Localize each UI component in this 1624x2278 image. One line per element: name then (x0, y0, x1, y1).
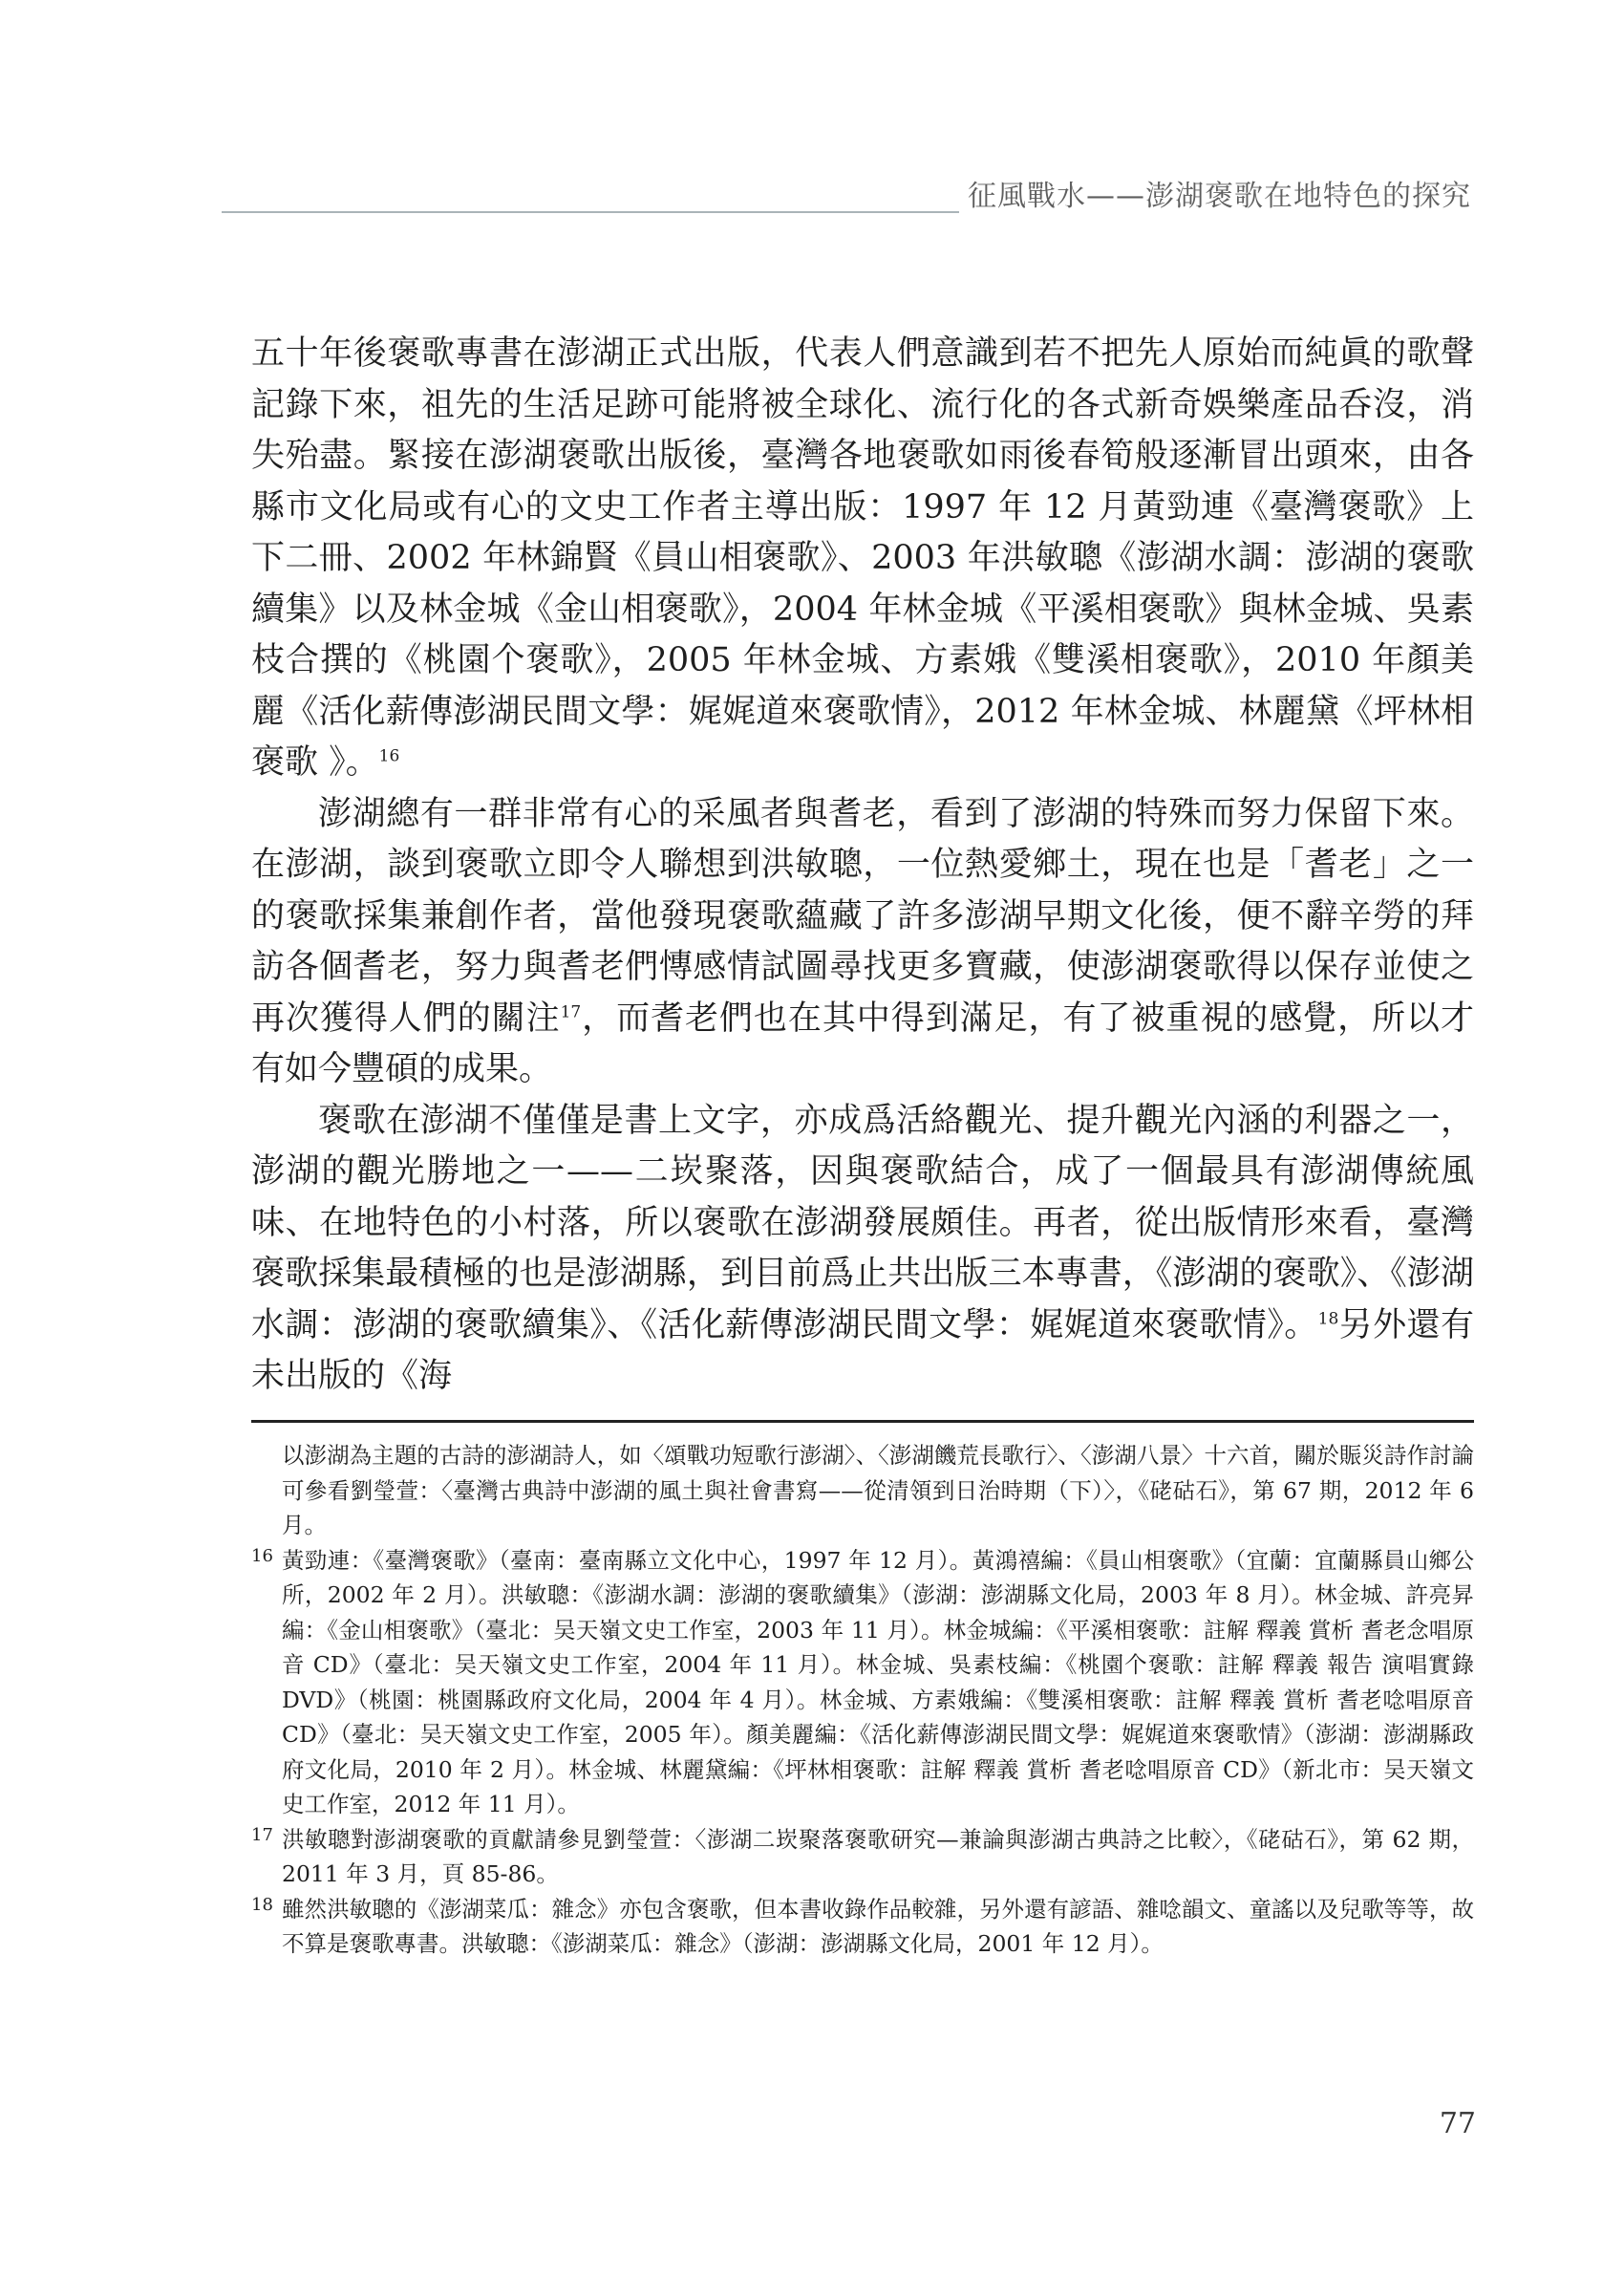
footnote-rule (251, 1420, 1474, 1423)
footnote-text: 以澎湖為主題的古詩的澎湖詩人，如〈頌戰功短歌行澎湖〉、〈澎湖饑荒長歌行〉、〈澎湖八景〉十六首，關於賑災詩作討論可參看劉瑩萱：〈臺灣古典詩中澎湖的風土與社會書寫——從清領到日治時期（下）〉，《硓𥑮石》，第 67 期，2012 年 6 月。 (282, 1442, 1474, 1538)
paragraph (251, 789, 1474, 1096)
footnote-ref: 16 (378, 746, 400, 766)
footnote-ref: 17 (560, 1001, 582, 1021)
footnote-ref: 18 (1317, 1308, 1339, 1328)
paragraph (251, 1096, 1474, 1403)
footnote-text: 洪敏聰對澎湖褒歌的貢獻請參見劉瑩萱：〈澎湖二崁聚落褒歌研究—兼論與澎湖古典詩之比較〉，《硓𥑮石》，第 62 期，2011 年 3 月，頁 85-86。 (282, 1825, 1474, 1887)
page-number: 77 (1439, 2107, 1476, 2140)
footnote (251, 1892, 1474, 1962)
body-text (251, 329, 1474, 1403)
footnote-text: 雖然洪敏聰的《澎湖菜瓜：雜念》亦包含褒歌，但本書收錄作品較雜，另外還有諺語、雜唸韻文、童謠以及兒歌等等，故不算是褒歌專書。洪敏聰：《澎湖菜瓜：雜念》（澎湖：澎湖縣文化局，2001 年 12 月）。 (282, 1895, 1474, 1957)
paragraph-text: 褒歌在澎湖不僅僅是書上文字，亦成爲活絡觀光、提升觀光內涵的利器之一，澎湖的觀光勝地之一——二崁聚落，因與褒歌結合，成了一個最具有澎湖傳統風味、在地特色的小村落，所以褒歌在澎湖發展頗佳。再者，從出版情形來看，臺灣褒歌採集最積極的也是澎湖縣，到目前爲止共出版三本專書，《澎湖的褒歌》、《澎湖水調：澎湖的褒歌續集》、《活化薪傳澎湖民間文學：娓娓道來褒歌情》。 (251, 1101, 1474, 1344)
paragraph-text: 五十年後褒歌專書在澎湖正式出版，代表人們意識到若不把先人原始而純眞的歌聲記錄下來，祖先的生活足跡可能將被全球化、流行化的各式新奇娛樂產品呑沒，消失殆盡。緊接在澎湖褒歌出版後，臺灣各地褒歌如雨後春筍般逐漸冒出頭來，由各縣市文化局或有心的文史工作者主導出版：1997 年 12 月黃勁連《臺灣褒歌》上下二冊、2002 年林錦賢《員山相褒歌》、2003 年洪敏聰《澎湖水調：澎湖的褒歌續集》以及林金城《金山相褒歌》，2004 年林金城《平溪相褒歌》與林金城、吳素枝合撰的《桃園个褒歌》，2005 年林金城、方素娥《雙溪相褒歌》，2010 年顏美麗《活化薪傳澎湖民間文學：娓娓道來褒歌情》，2012 年林金城、林麗黛《坪林相褒歌 》。 (251, 334, 1474, 782)
footnote-text: 黃勁連：《臺灣褒歌》（臺南：臺南縣立文化中心，1997 年 12 月）。黃鴻禧編：《員山相褒歌》（宜蘭：宜蘭縣員山鄉公所，2002 年 2 月）。洪敏聰：《澎湖水調：澎湖的褒歌續集》（澎湖：澎湖縣文化局，2003 年 8 月）。林金城、許亮昇編：《金山相褒歌》（臺北：吴天嶺文史工作室，2003 年 11 月）。林金城編：《平溪相褒歌：註解 釋義 賞析 耆老念唱原音 CD》（臺北：吴天嶺文史工作室，2004 年 11 月）。林金城、吳素枝編：《桃園个褒歌：註解 釋義 報告 演唱實錄 DVD》（桃園：桃園縣政府文化局，2004 年 4 月）。林金城、方素娥編：《雙溪相褒歌：註解 釋義 賞析 耆老唸唱原音 CD》（臺北：吴天嶺文史工作室，2005 年）。顏美麗編：《活化薪傳澎湖民間文學：娓娓道來褒歌情》（澎湖：澎湖縣政府文化局，2010 年 2 月）。林金城、林麗黛編：《坪林相褒歌：註解 釋義 賞析 耆老唸唱原音 CD》（新北市：吴天嶺文史工作室，2012 年 11 月）。 (282, 1546, 1474, 1817)
footnote-number: 18 (251, 1894, 273, 1915)
footnote-number: 17 (251, 1824, 273, 1845)
footnote (251, 1438, 1474, 1543)
footnote (251, 1822, 1474, 1892)
footnotes (251, 1438, 1474, 1962)
header-rule (222, 211, 959, 213)
footnote-number: 16 (251, 1545, 273, 1566)
running-head: 征風戰水——澎湖褒歌在地特色的探究 (968, 180, 1471, 213)
paragraph-text: 澎湖總有一群非常有心的采風者與耆老，看到了澎湖的特殊而努力保留下來。在澎湖，談到褒歌立即令人聯想到洪敏聰，一位熱愛鄉土，現在也是「耆老」之一的褒歌採集兼創作者，當他發現褒歌蘊藏了許多澎湖早期文化後，便不辭辛勞的拜訪各個耆老，努力與耆老們慱感情試圖尋找更多寶藏，使澎湖褒歌得以保存並使之再次獲得人們的關注 (251, 794, 1474, 1038)
paragraph-text: 另外還有未出版的《海 (251, 1305, 1474, 1395)
paragraph (251, 329, 1474, 789)
paragraph-text: ，而耆老們也在其中得到滿足，有了被重視的感覺，所以才有如今豐碩的成果。 (251, 999, 1474, 1088)
footnote (251, 1543, 1474, 1822)
